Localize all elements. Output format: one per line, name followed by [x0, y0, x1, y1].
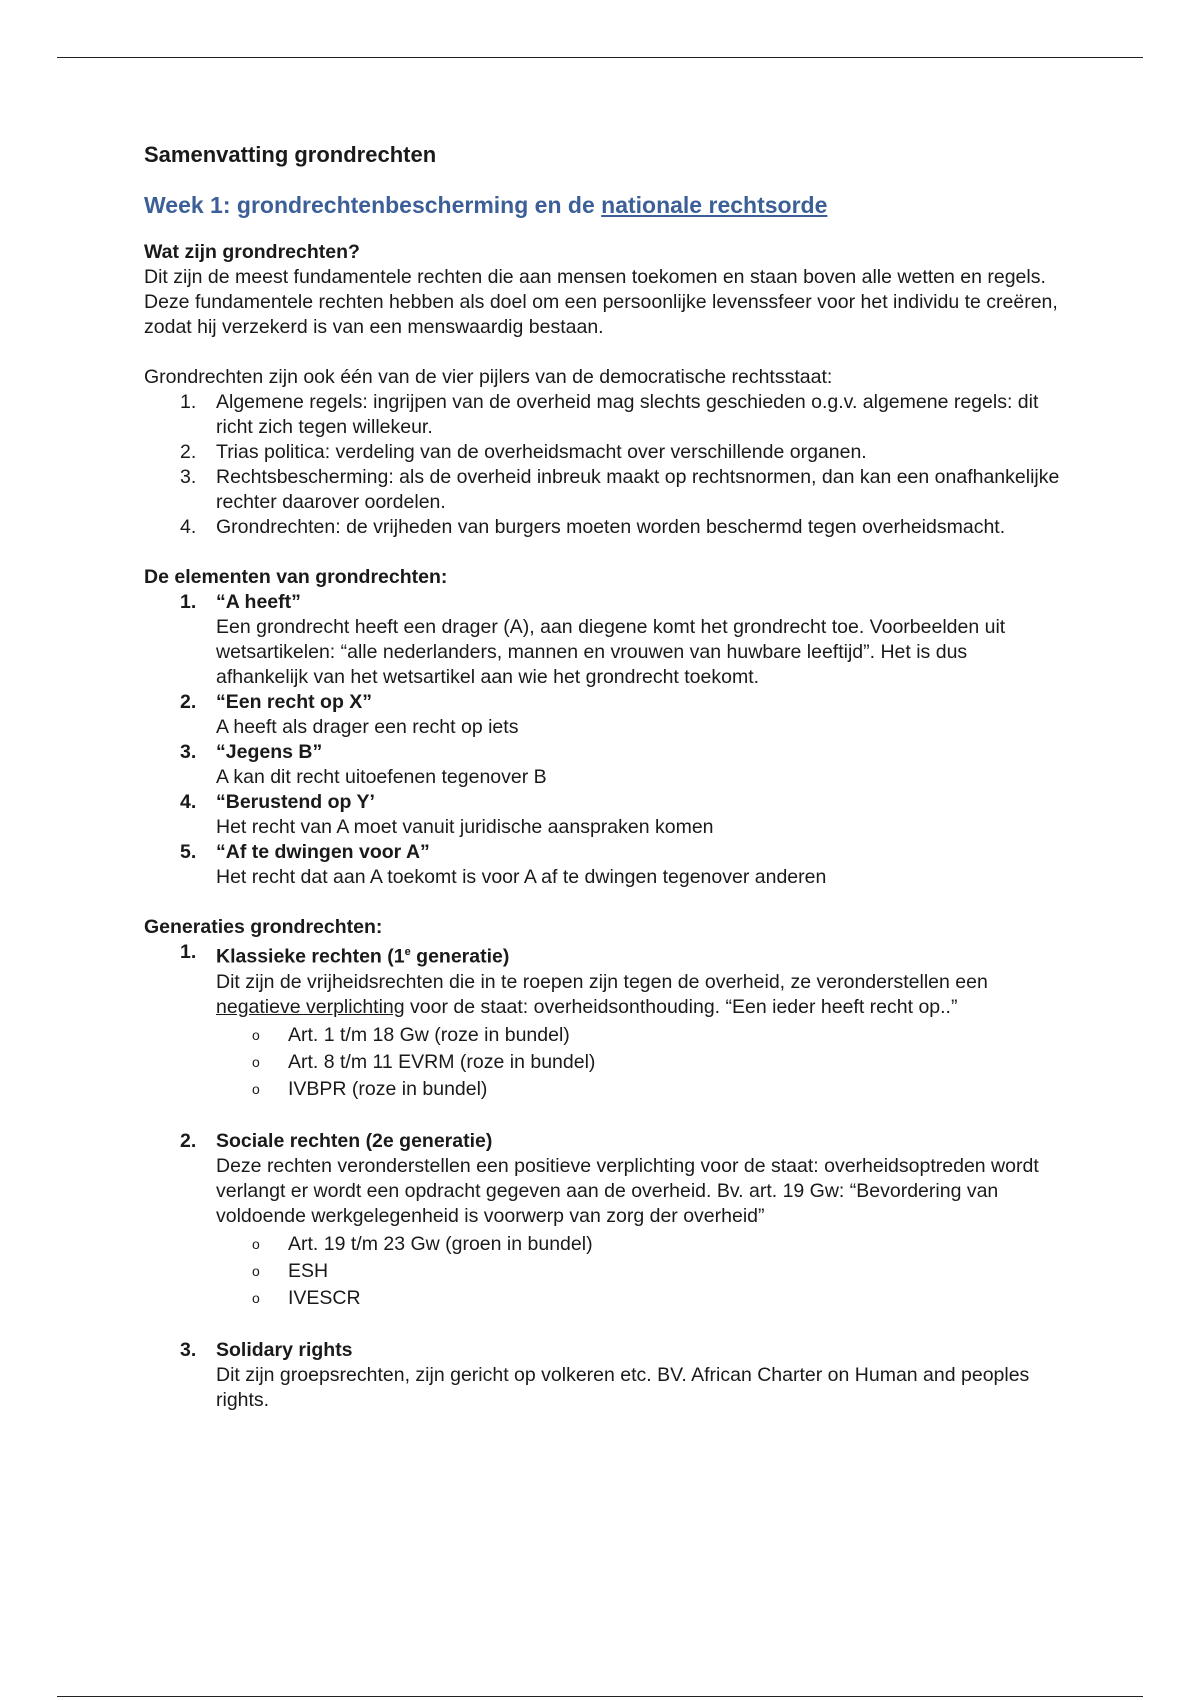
list-item: [144, 1129, 1064, 1338]
bullet-text: ESH: [288, 1259, 329, 1282]
week-heading: [144, 190, 1064, 220]
list-text: A heeft als drager een recht op iets: [216, 716, 519, 738]
list-number: 3.: [180, 741, 197, 763]
section-heading: De elementen van grondrechten:: [144, 566, 448, 588]
section-body: Dit zijn de meest fundamentele rechten die aan mensen toekomen en staan boven alle wetten en regels. Deze fundamentele rechten hebben als doel om een persoonlijke levenssfeer voor het individu te creëren, zodat hij verzekerd is van een menswaardig bestaan.: [144, 266, 1058, 338]
list-item: [144, 840, 1064, 890]
list-item: [144, 940, 1064, 1129]
header-rule: [57, 57, 1143, 58]
bullet-item: [216, 1285, 1064, 1312]
list-item-title: “Berustend op Y’: [216, 791, 375, 813]
list-text: Grondrechten: de vrijheden van burgers moeten worden beschermd tegen overheidsmacht.: [216, 516, 1006, 538]
list-text: Algemene regels: ingrijpen van de overheid mag slechts geschieden o.g.v. algemene regels: dit richt zich tegen willekeur.: [216, 391, 1039, 438]
generations-list: [144, 940, 1064, 1413]
list-item-title: “A heeft”: [216, 591, 301, 613]
text-part: Dit zijn de vrijheidsrechten die in te roepen zijn tegen de overheid, ze veronderstellen een: [216, 970, 988, 993]
bullet-text: Art. 19 t/m 23 Gw (groen in bundel): [288, 1232, 593, 1255]
list-text: A kan dit recht uitoefenen tegenover B: [216, 766, 547, 788]
bullet-item: [216, 1022, 1064, 1049]
bullet-list: [216, 1231, 1064, 1312]
text-part: voor de staat: overheidsonthouding. “Een ieder heeft recht op..”: [404, 995, 958, 1018]
bullet-text: IVBPR (roze in bundel): [288, 1077, 488, 1100]
list-number: 3.: [180, 1338, 197, 1361]
pillars-list: [144, 390, 1064, 540]
list-number: 1.: [180, 591, 197, 613]
list-number: 3.: [180, 466, 197, 488]
list-item-title: “Jegens B”: [216, 741, 323, 763]
section-intro: Grondrechten zijn ook één van de vier pijlers van de democratische rechtsstaat:: [144, 366, 833, 388]
document-body: [144, 140, 1064, 1413]
list-number: 2.: [180, 441, 197, 463]
elements-list: [144, 590, 1064, 890]
list-item-title: Sociale rechten (2e generatie): [216, 1129, 493, 1152]
list-text: Een grondrecht heeft een drager (A), aan diegene komt het grondrecht toe. Voorbeelden uit wetsartikelen: “alle nederlanders, mannen en vrouwen van huwbare leeftijd”. Het is dus afhankelijk van het wetsartikel aan wie het grondrecht toekomt.: [216, 616, 1006, 688]
section-heading: Generaties grondrechten:: [144, 916, 383, 938]
list-item: [144, 440, 1064, 465]
list-text: Het recht dat aan A toekomt is voor A af te dwingen tegenover anderen: [216, 866, 827, 888]
footer-rule: [57, 1696, 1143, 1697]
list-item: [144, 390, 1064, 440]
list-number: 4.: [180, 516, 197, 538]
bullet-item: [216, 1231, 1064, 1258]
title-part: Klassieke rechten (1: [216, 945, 405, 968]
circle-bullet-icon: o: [252, 1262, 260, 1279]
list-item-title: [216, 940, 1064, 970]
list-number: 1.: [180, 941, 197, 963]
underlined-term: negatieve verplichting: [216, 995, 405, 1018]
list-item: [144, 1338, 1064, 1413]
circle-bullet-icon: o: [252, 1053, 260, 1070]
week-heading-link[interactable]: nationale rechtsorde: [601, 192, 828, 218]
list-number: 5.: [180, 841, 197, 863]
list-number: 4.: [180, 791, 197, 813]
bullet-item: [216, 1049, 1064, 1076]
list-text: Deze rechten veronderstellen een positieve verplichting voor de staat: overheidsoptreden wordt verlangt er wordt een opdracht gegeven aan de overheid. Bv. art. 19 Gw: “Bevordering van voldoende werkgelegenheid is voorwerp van zorg der overheid”: [216, 1154, 1039, 1227]
list-text: [216, 970, 1064, 1020]
section-heading: Wat zijn grondrechten?: [144, 241, 360, 263]
section-elements: [144, 565, 1064, 890]
list-item: [144, 590, 1064, 690]
list-item: [144, 740, 1064, 790]
bullet-text: IVESCR: [288, 1286, 361, 1309]
circle-bullet-icon: o: [252, 1080, 260, 1097]
title-part: generatie): [410, 945, 510, 968]
document-title: Samenvatting grondrechten: [144, 142, 437, 167]
bullet-item: [216, 1076, 1064, 1103]
circle-bullet-icon: o: [252, 1289, 260, 1306]
bullet-item: [216, 1258, 1064, 1285]
list-item-title: “Een recht op X”: [216, 691, 373, 713]
list-item-title: Solidary rights: [216, 1338, 353, 1361]
list-text: Rechtsbescherming: als de overheid inbreuk maakt op rechtsnormen, dan kan een onafhankelijke rechter daarover oordelen.: [216, 466, 1060, 513]
bullet-text: Art. 1 t/m 18 Gw (roze in bundel): [288, 1023, 570, 1046]
circle-bullet-icon: o: [252, 1026, 260, 1043]
list-item: [144, 515, 1064, 540]
bullet-list: [216, 1022, 1064, 1103]
list-text: Dit zijn groepsrechten, zijn gericht op volkeren etc. BV. African Charter on Human and peoples rights.: [216, 1363, 1030, 1411]
section-what: [144, 240, 1064, 340]
bullet-text: Art. 8 t/m 11 EVRM (roze in bundel): [288, 1050, 596, 1073]
title-superscript: e: [404, 946, 411, 958]
list-number: 2.: [180, 691, 197, 713]
list-number: 2.: [180, 1129, 197, 1152]
section-generations: [144, 915, 1064, 1413]
circle-bullet-icon: o: [252, 1235, 260, 1252]
list-item: [144, 790, 1064, 840]
list-item-title: “Af te dwingen voor A”: [216, 841, 430, 863]
list-item: [144, 465, 1064, 515]
week-heading-text: Week 1: grondrechtenbescherming en de: [144, 192, 602, 218]
list-text: Trias politica: verdeling van de overheidsmacht over verschillende organen.: [216, 441, 867, 463]
list-item: [144, 690, 1064, 740]
list-text: Het recht van A moet vanuit juridische aanspraken komen: [216, 816, 714, 838]
section-pillars: [144, 365, 1064, 540]
list-number: 1.: [180, 391, 197, 413]
